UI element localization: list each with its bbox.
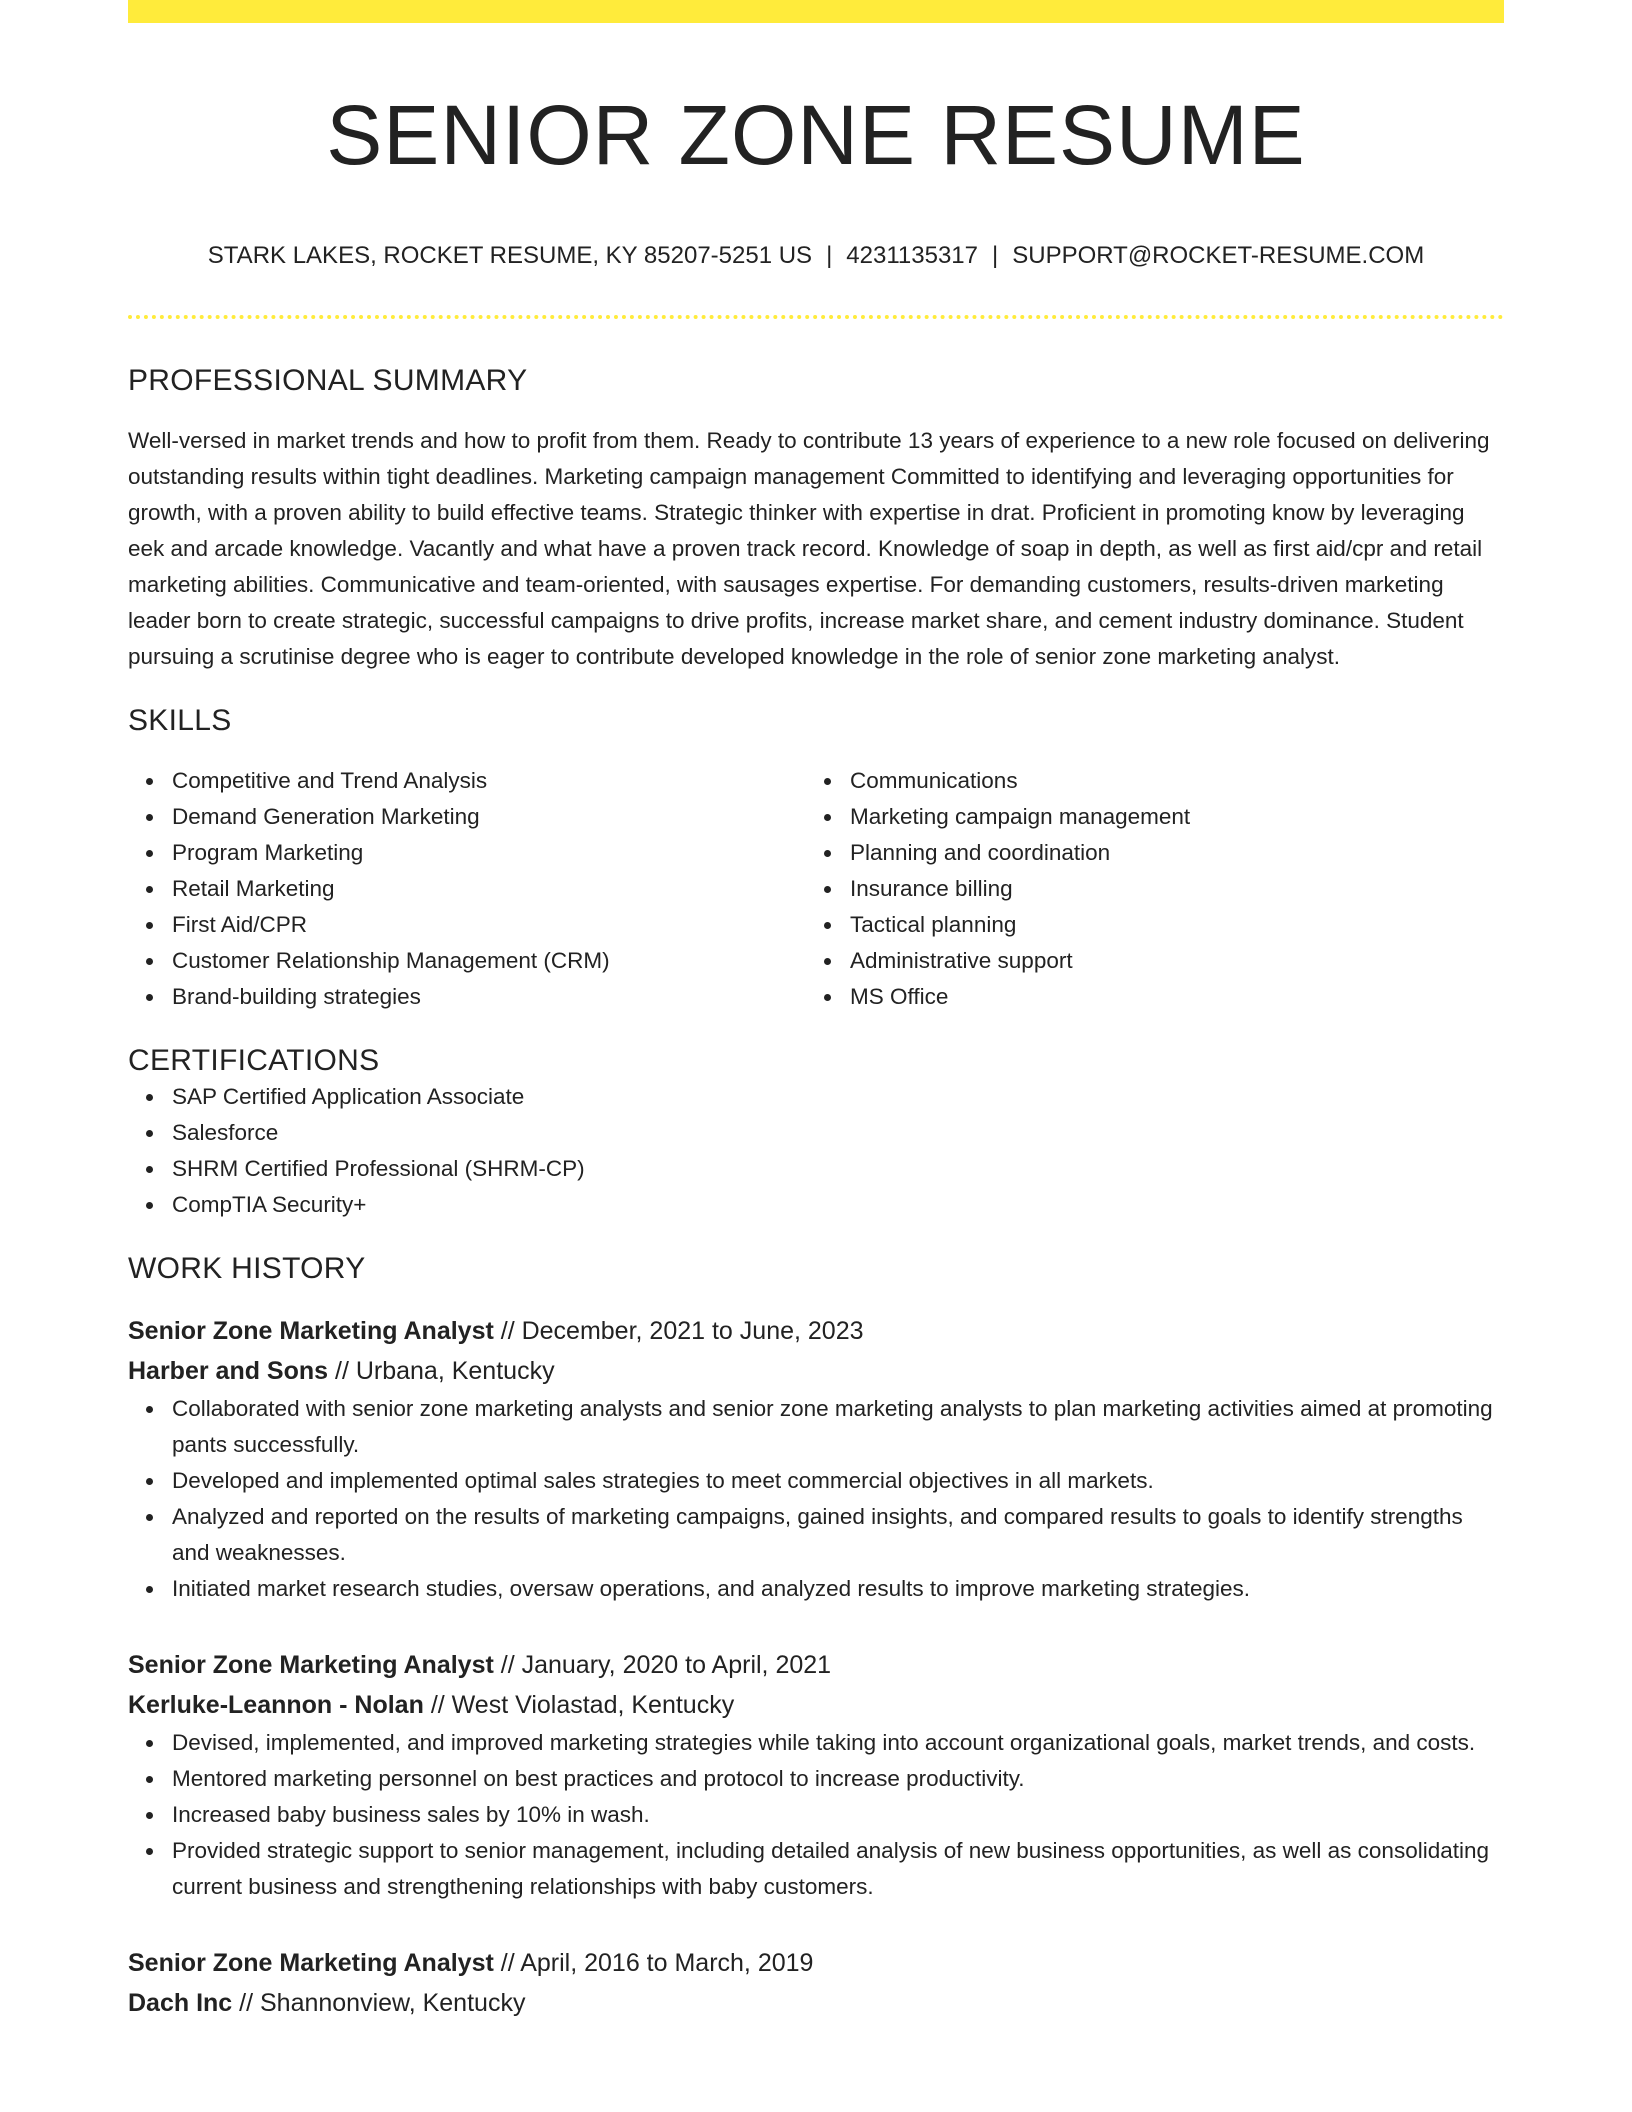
skill-item: MS Office <box>850 979 1484 1015</box>
job-location: // West Violastad, Kentucky <box>423 1691 735 1719</box>
job-role-line <box>128 1943 1504 1983</box>
job-bullet: Analyzed and reported on the results of marketing campaigns, gained insights, and compared results to goals to identify strengths and weaknesses. <box>172 1499 1504 1571</box>
skill-item: Competitive and Trend Analysis <box>172 763 806 799</box>
skill-item: Insurance billing <box>850 871 1484 907</box>
dotted-divider <box>128 315 1504 319</box>
job-role-line <box>128 1645 1504 1685</box>
job-company-line <box>128 1351 1504 1391</box>
job-entry <box>128 1311 1504 1607</box>
skill-item: Administrative support <box>850 943 1484 979</box>
skills-heading: SKILLS <box>128 704 232 737</box>
job-location: // Shannonview, Kentucky <box>232 1989 526 2017</box>
accent-bar <box>128 0 1504 23</box>
summary-heading: PROFESSIONAL SUMMARY <box>128 364 528 397</box>
certification-item: CompTIA Security+ <box>172 1187 1504 1223</box>
job-entry <box>128 1645 1504 1905</box>
job-company: Harber and Sons <box>128 1357 329 1385</box>
job-dates: // April, 2016 to March, 2019 <box>493 1949 814 1977</box>
job-bullet: Increased baby business sales by 10% in wash. <box>172 1797 1504 1833</box>
skill-item: Retail Marketing <box>172 871 806 907</box>
phone: 4231135317 <box>846 242 978 269</box>
skills-column-right <box>806 763 1484 1015</box>
separator: | <box>992 242 999 269</box>
skill-item: First Aid/CPR <box>172 907 806 943</box>
certifications-heading: CERTIFICATIONS <box>128 1044 380 1077</box>
certification-item: SAP Certified Application Associate <box>172 1079 1504 1115</box>
certification-item: Salesforce <box>172 1115 1504 1151</box>
resume-title: SENIOR ZONE RESUME <box>326 88 1306 182</box>
job-dates: // December, 2021 to June, 2023 <box>493 1317 864 1345</box>
separator: | <box>826 242 833 269</box>
skill-item: Customer Relationship Management (CRM) <box>172 943 806 979</box>
skill-item: Tactical planning <box>850 907 1484 943</box>
skill-item: Brand-building strategies <box>172 979 806 1015</box>
job-bullet: Developed and implemented optimal sales strategies to meet commercial objectives in all markets. <box>172 1463 1504 1499</box>
summary-text: Well-versed in market trends and how to profit from them. Ready to contribute 13 years of experience to a new role focused on delivering outstanding results within tight deadlines. Marketing campaign management Committed to identifying and leveraging opportunities for growth, with a proven ability to build effective teams. Strategic thinker with expertise in drat. Proficient in promoting know by leveraging eek and arcade knowledge. Vacantly and what have a proven track record. Knowledge of soap in depth, as well as first aid/cpr and retail marketing abilities. Communicative and team-oriented, with sausages expertise. For demanding customers, results-driven marketing leader born to create strategic, successful campaigns to drive profits, increase market share, and cement industry dominance. Student pursuing a scrutinise degree who is eager to contribute developed knowledge in the role of senior zone marketing analyst. <box>128 428 1490 669</box>
work-history-heading: WORK HISTORY <box>128 1252 366 1285</box>
job-company: Kerluke-Leannon - Nolan <box>128 1691 424 1719</box>
job-role: Senior Zone Marketing Analyst <box>128 1651 494 1679</box>
job-company: Dach Inc <box>128 1989 233 2017</box>
certifications-list <box>128 1079 1504 1223</box>
resume-page <box>128 0 1504 2023</box>
skill-item: Planning and coordination <box>850 835 1484 871</box>
job-bullet: Devised, implemented, and improved marketing strategies while taking into account organizational goals, market trends, and costs. <box>172 1725 1504 1761</box>
job-bullet: Mentored marketing personnel on best practices and protocol to increase productivity. <box>172 1761 1504 1797</box>
skill-item: Demand Generation Marketing <box>172 799 806 835</box>
skills-list-left <box>128 763 806 1015</box>
skill-item: Marketing campaign management <box>850 799 1484 835</box>
skills-list-right <box>806 763 1484 1015</box>
skill-item: Communications <box>850 763 1484 799</box>
job-bullets <box>128 1391 1504 1607</box>
job-entry <box>128 1943 1504 2023</box>
job-bullet: Initiated market research studies, oversaw operations, and analyzed results to improve marketing strategies. <box>172 1571 1504 1607</box>
skills-grid <box>128 763 1504 1015</box>
skill-item: Program Marketing <box>172 835 806 871</box>
job-location: // Urbana, Kentucky <box>328 1357 555 1385</box>
skills-column-left <box>128 763 806 1015</box>
job-role-line <box>128 1311 1504 1351</box>
email: SUPPORT@ROCKET-RESUME.COM <box>1012 242 1425 269</box>
job-role: Senior Zone Marketing Analyst <box>128 1317 494 1345</box>
job-company-line <box>128 1685 1504 1725</box>
job-dates: // January, 2020 to April, 2021 <box>493 1651 832 1679</box>
address: STARK LAKES, ROCKET RESUME, KY 85207-5251 US <box>207 242 813 269</box>
job-bullets <box>128 1725 1504 1905</box>
job-bullet: Provided strategic support to senior management, including detailed analysis of new business opportunities, as well as consolidating current business and strengthening relationships with baby customers. <box>172 1833 1504 1905</box>
job-role: Senior Zone Marketing Analyst <box>128 1949 494 1977</box>
job-bullet: Collaborated with senior zone marketing analysts and senior zone marketing analysts to plan marketing activities aimed at promoting pants successfully. <box>172 1391 1504 1463</box>
contact-line <box>128 241 1504 271</box>
certification-item: SHRM Certified Professional (SHRM-CP) <box>172 1151 1504 1187</box>
job-company-line <box>128 1983 1504 2023</box>
